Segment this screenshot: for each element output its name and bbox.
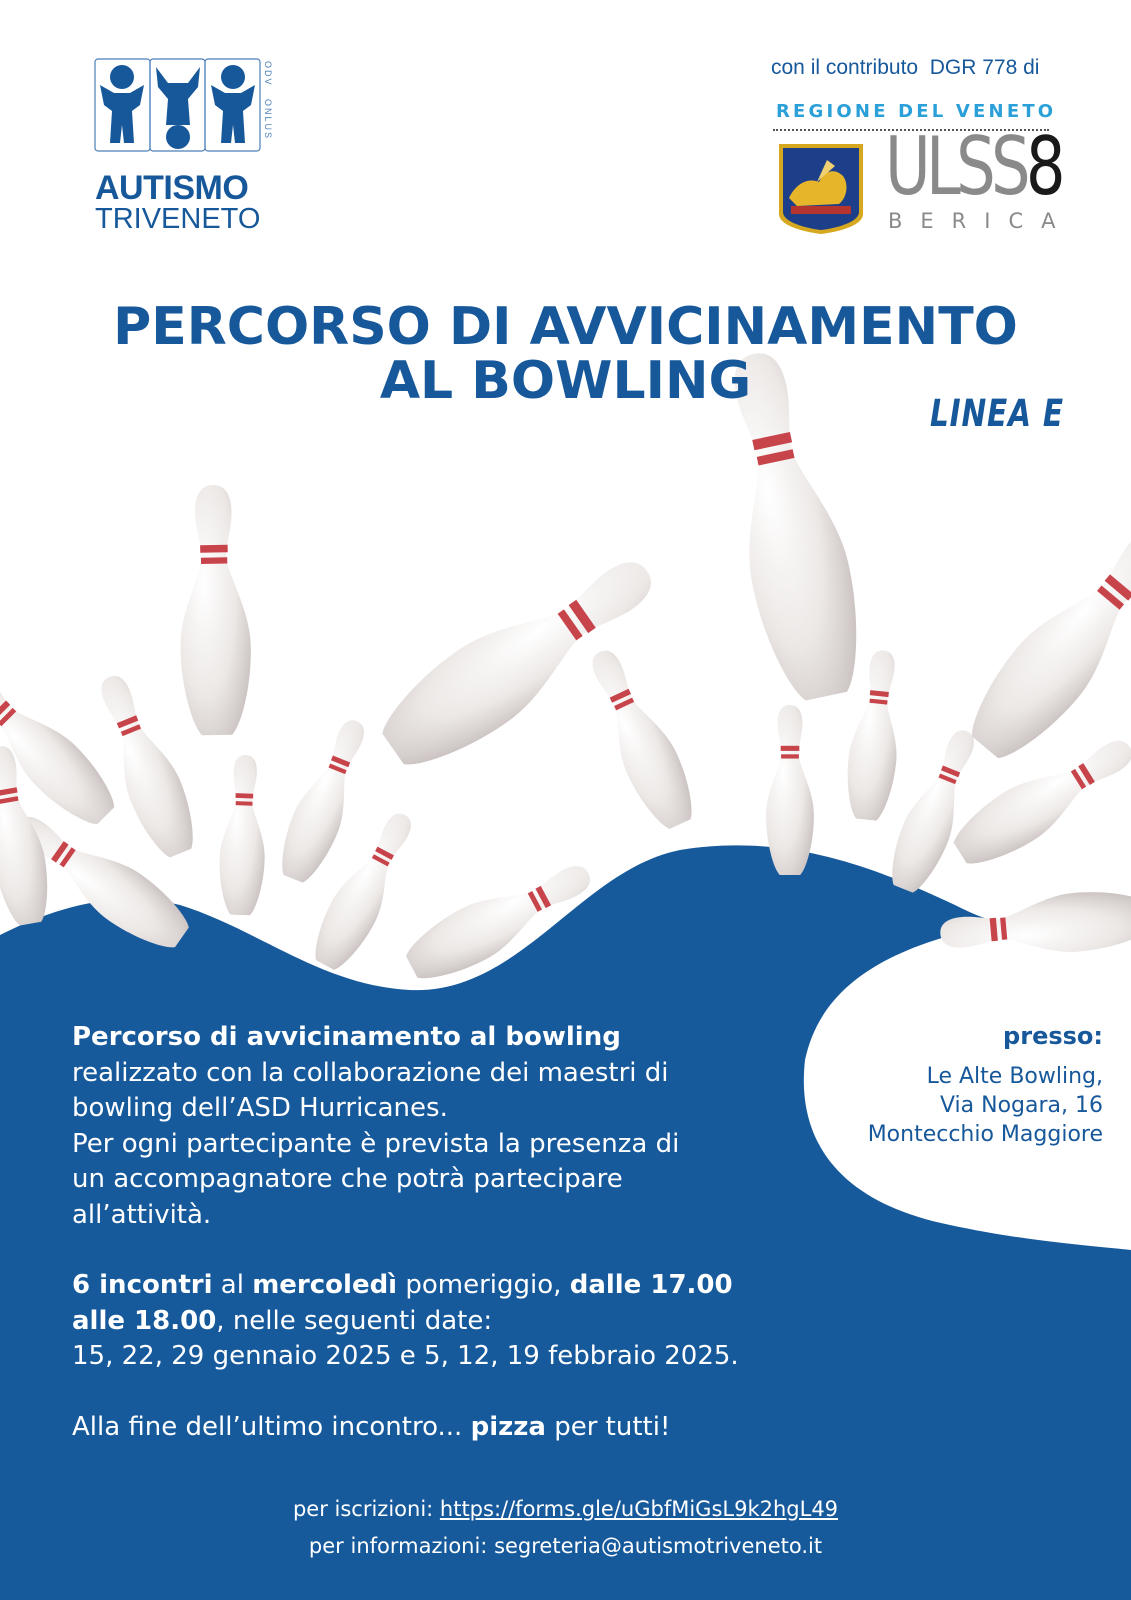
schedule-dates: 15, 22, 29 gennaio 2025 e 5, 12, 19 febbraio 2025. [72,1341,739,1371]
logo-line-2: TRIVENETO [95,203,261,235]
signup-link[interactable]: https://forms.gle/uGbfMiGsL9k2hgL49 [439,1497,839,1521]
location-line: Le Alte Bowling, [926,1064,1103,1089]
location-line: Montecchio Maggiore [867,1122,1103,1147]
description-heading: Percorso di avvicinamento al bowling [72,1022,621,1052]
logo-side-left: ODV [263,61,273,87]
logo-side-right: ONLUS [263,99,273,141]
description-line: bowling dell’ASD Hurricanes. [72,1093,448,1123]
description-line: all’attività. [72,1199,212,1230]
info-email[interactable]: segreteria@autismotriveneto.it [494,1534,823,1558]
linea-tag: LINEA E [930,392,1064,435]
title-line-2: AL BOWLING [379,351,752,411]
description-line: realizzato con la collaborazione dei maestri di [72,1057,669,1088]
location-label: presso: [1003,1022,1103,1050]
description-line: un accompagnatore che potrà partecipare [72,1164,623,1194]
contribution-text: con il contributo DGR 778 di [771,56,1040,79]
schedule-line-2: alle 18.00, nelle seguenti date: [72,1305,493,1336]
signup-line [0,1497,1131,1521]
info-label: per informazioni: [308,1534,495,1558]
description-line: Per ogni partecipante è prevista la presenza di [72,1128,680,1159]
info-line [0,1534,1131,1558]
closing-line: Alla fine dell’ultimo incontro... pizza per tutti! [72,1411,671,1442]
logo-line-1: AUTISMO [95,169,249,207]
location-block [868,1020,1103,1149]
description-block [72,1020,812,1445]
berica-text: BERICA [888,209,1074,233]
title-line-1: PERCORSO DI AVVICINAMENTO [113,297,1018,357]
signup-label: per iscrizioni: [292,1497,440,1521]
location-line: Via Nogara, 16 [939,1093,1103,1118]
ulss-logo: ULSS8 [885,120,1061,213]
regione-veneto-text: REGIONE DEL VENETO [776,101,1057,122]
schedule-line-1: 6 incontri al mercoledì pomeriggio, dalle 17.00 [72,1270,733,1300]
